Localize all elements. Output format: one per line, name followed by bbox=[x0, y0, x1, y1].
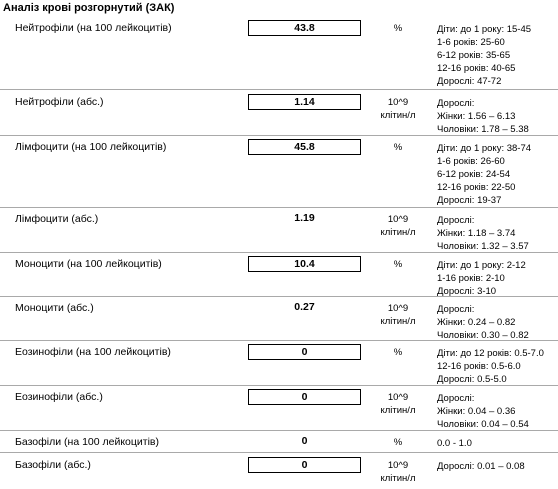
reference-range-line: Дорослі: bbox=[437, 215, 475, 226]
reference-range-line: 1-6 років: 25-60 bbox=[437, 37, 505, 48]
row-divider bbox=[0, 89, 558, 90]
reference-range-line: Дорослі: 0.5-5.0 bbox=[437, 374, 507, 385]
test-unit: 10^9 клітин/л bbox=[380, 97, 416, 121]
reference-range bbox=[437, 437, 472, 450]
reference-range-line: Діти: до 12 років: 0.5-7.0 bbox=[437, 348, 544, 359]
reference-range bbox=[437, 23, 531, 88]
test-unit: 10^9 клітин/л bbox=[380, 303, 416, 327]
reference-range-line: Чоловіки: 0.30 – 0.82 bbox=[437, 330, 529, 341]
reference-range-line: Жінки: 0.24 – 0.82 bbox=[437, 317, 516, 328]
test-unit: % bbox=[393, 259, 403, 270]
test-value: 1.14 bbox=[248, 94, 361, 110]
reference-range-line: 0.0 - 1.0 bbox=[437, 438, 472, 449]
test-name: Базофіли (на 100 лейкоцитів) bbox=[15, 436, 159, 448]
reference-range-line: Чоловіки: 1.78 – 5.38 bbox=[437, 124, 529, 135]
row-divider bbox=[0, 452, 558, 453]
test-unit: 10^9 клітин/л bbox=[380, 460, 416, 484]
reference-range-line: Дорослі: 0.01 – 0.08 bbox=[437, 461, 525, 472]
test-name: Лімфоцити (абс.) bbox=[15, 213, 99, 225]
reference-range-line: 12-16 років: 0.5-6.0 bbox=[437, 361, 521, 372]
reference-range-line: Дорослі: 47-72 bbox=[437, 76, 502, 87]
page-title: Аналіз крові розгорнутий (ЗАК) bbox=[3, 2, 175, 14]
test-name: Еозинофіли (абс.) bbox=[15, 391, 103, 403]
test-unit: % bbox=[393, 437, 403, 448]
reference-range bbox=[437, 303, 529, 342]
test-value: 0.27 bbox=[294, 301, 315, 313]
reference-range-line: 1-6 років: 26-60 bbox=[437, 156, 505, 167]
reference-range-line: Діти: до 1 року: 15-45 bbox=[437, 24, 532, 35]
test-value: 10.4 bbox=[248, 256, 361, 272]
reference-range-line: Дорослі: bbox=[437, 98, 475, 109]
reference-range-line: Дорослі: 3-10 bbox=[437, 286, 497, 297]
test-value: 0 bbox=[301, 435, 308, 447]
test-name: Нейтрофіли (абс.) bbox=[15, 96, 104, 108]
test-name: Еозинофіли (на 100 лейкоцитів) bbox=[15, 346, 171, 358]
test-unit: 10^9 клітин/л bbox=[380, 214, 416, 238]
test-value: 1.19 bbox=[294, 212, 315, 224]
reference-range-line: Жінки: 1.56 – 6.13 bbox=[437, 111, 516, 122]
reference-range bbox=[437, 460, 525, 473]
reference-range-line: 6-12 років: 24-54 bbox=[437, 169, 511, 180]
reference-range-line: 12-16 років: 22-50 bbox=[437, 182, 516, 193]
reference-range bbox=[437, 214, 529, 253]
reference-range-line: Дорослі: 19-37 bbox=[437, 195, 502, 206]
reference-range bbox=[437, 392, 529, 431]
reference-range-line: 1-16 років: 2-10 bbox=[437, 273, 505, 284]
reference-range-line: Дорослі: bbox=[437, 304, 475, 315]
test-name: Моноцити (абс.) bbox=[15, 302, 94, 314]
test-value: 0 bbox=[248, 457, 361, 473]
test-name: Лімфоцити (на 100 лейкоцитів) bbox=[15, 141, 167, 153]
reference-range-line: Жінки: 0.04 – 0.36 bbox=[437, 406, 516, 417]
test-name: Нейтрофіли (на 100 лейкоцитів) bbox=[15, 22, 172, 34]
test-value: 0 bbox=[248, 344, 361, 360]
reference-range-line: Діти: до 1 року: 2-12 bbox=[437, 260, 526, 271]
reference-range-line: Дорослі: bbox=[437, 393, 475, 404]
test-value: 0 bbox=[248, 389, 361, 405]
reference-range bbox=[437, 97, 529, 136]
reference-range-line: Діти: до 1 року: 38-74 bbox=[437, 143, 532, 154]
reference-range-line: Жінки: 1.18 – 3.74 bbox=[437, 228, 516, 239]
test-unit: % bbox=[393, 347, 403, 358]
test-name: Базофіли (абс.) bbox=[15, 459, 91, 471]
reference-range-line: Чоловіки: 1.32 – 3.57 bbox=[437, 241, 529, 252]
reference-range-line: Чоловіки: 0.04 – 0.54 bbox=[437, 419, 529, 430]
reference-range-line: 12-16 років: 40-65 bbox=[437, 63, 516, 74]
reference-range bbox=[437, 142, 531, 207]
test-value: 43.8 bbox=[248, 20, 361, 36]
test-value: 45.8 bbox=[248, 139, 361, 155]
reference-range-line: 6-12 років: 35-65 bbox=[437, 50, 511, 61]
test-unit: % bbox=[393, 23, 403, 34]
test-unit: % bbox=[393, 142, 403, 153]
reference-range bbox=[437, 347, 544, 386]
test-name: Моноцити (на 100 лейкоцитів) bbox=[15, 258, 162, 270]
test-unit: 10^9 клітин/л bbox=[380, 392, 416, 416]
reference-range bbox=[437, 259, 526, 298]
row-divider bbox=[0, 207, 558, 208]
